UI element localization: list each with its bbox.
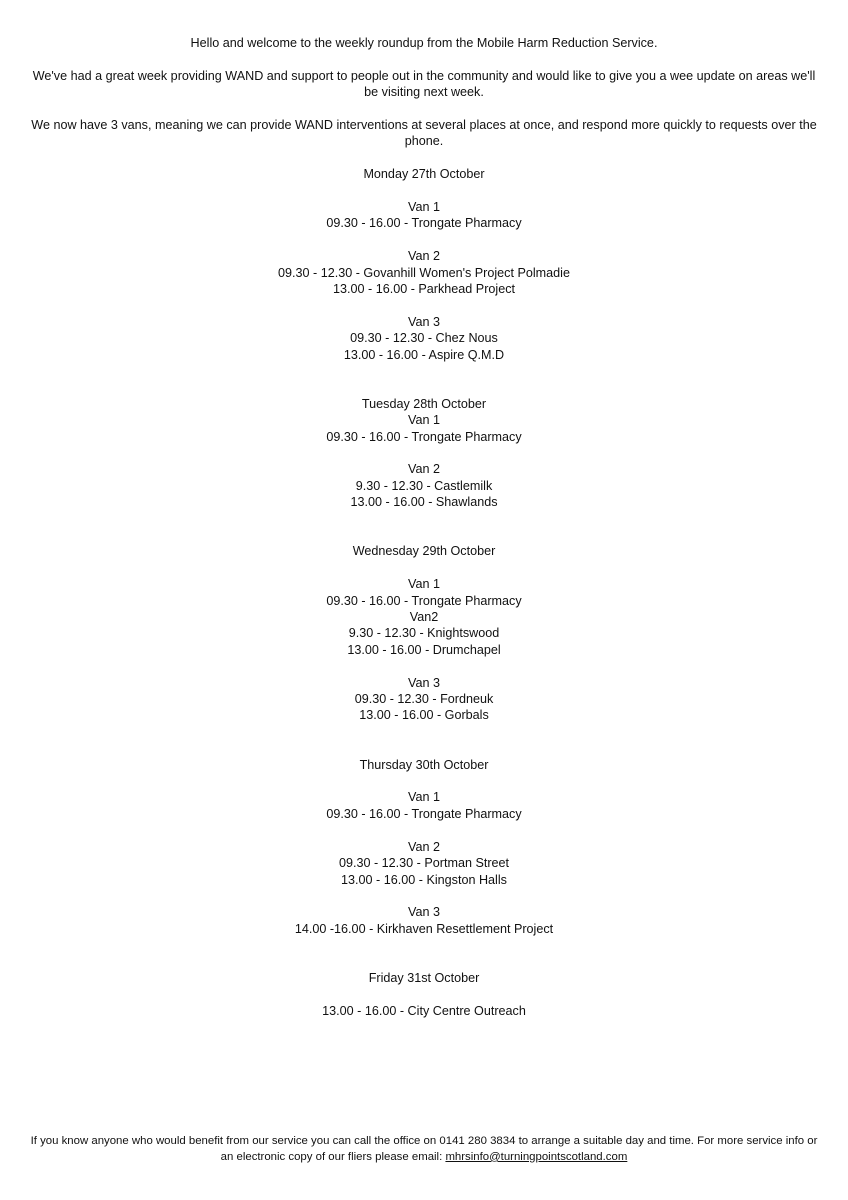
schedule-slot: 13.00 - 16.00 - Gorbals (359, 708, 489, 723)
schedule-slot: 09.30 - 16.00 - Trongate Pharmacy (326, 806, 522, 821)
van-label: Van 3 (408, 905, 440, 920)
schedule-slot: 13.00 - 16.00 - City Centre Outreach (322, 1003, 526, 1018)
van-label: Van 1 (408, 577, 440, 592)
schedule-slot: 09.30 - 12.30 - Chez Nous (350, 331, 498, 346)
van-label: Van 2 (408, 839, 440, 854)
day-thursday (0, 757, 848, 937)
intro-update: We've had a great week providing WAND and support to people out in the community and would like to give you a wee update on areas we'll be visiting next week. (32, 68, 816, 100)
schedule-slot: 9.30 - 12.30 - Castlemilk (355, 478, 493, 493)
schedule-slot: 14.00 -16.00 - Kirkhaven Resettlement Project (294, 921, 554, 936)
schedule-slot: 13.00 - 16.00 - Parkhead Project (332, 282, 516, 297)
day-heading-thursday: Thursday 30th October (359, 757, 489, 772)
van-label: Van2 (409, 610, 439, 625)
schedule-slot: 13.00 - 16.00 - Shawlands (350, 495, 498, 510)
schedule-slot: 09.30 - 12.30 - Portman Street (338, 856, 510, 871)
schedule-slot: 09.30 - 16.00 - Trongate Pharmacy (326, 593, 522, 608)
van-label: Van 3 (408, 675, 440, 690)
schedule-slot: 09.30 - 12.30 - Fordneuk (354, 692, 494, 707)
document-body (0, 35, 848, 1019)
schedule-slot: 09.30 - 16.00 - Trongate Pharmacy (326, 429, 522, 444)
intro-section (0, 35, 848, 150)
footer-contact (28, 1134, 820, 1166)
footer-text: If you know anyone who would benefit from our service you can call the office on 0141 280 3834 to arrange a suitable day and time. For more service info or an electronic copy of our fliers please email: (30, 1135, 818, 1163)
schedule-slot: 13.00 - 16.00 - Kingston Halls (341, 872, 507, 887)
van-label: Van 2 (408, 462, 440, 477)
intro-vans: We now have 3 vans, meaning we can provide WAND interventions at several places at once, and respond more quickly to requests over the phone. (31, 118, 817, 149)
day-monday (0, 166, 848, 363)
day-friday (0, 970, 848, 1019)
day-heading-friday: Friday 31st October (368, 970, 480, 985)
van-label: Van 2 (408, 249, 440, 264)
schedule-slot: 09.30 - 16.00 - Trongate Pharmacy (326, 216, 522, 231)
day-heading-monday: Monday 27th October (363, 167, 485, 182)
schedule-slot: 13.00 - 16.00 - Aspire Q.M.D (343, 347, 505, 362)
schedule-slot: 13.00 - 16.00 - Drumchapel (347, 642, 501, 657)
day-heading-tuesday: Tuesday 28th October (361, 396, 487, 411)
van-label: Van 3 (408, 314, 440, 329)
schedule-slot: 9.30 - 12.30 - Knightswood (348, 626, 500, 641)
footer-email-link[interactable]: mhrsinfo@turningpointscotland.com (445, 1150, 628, 1163)
schedule-slot: 09.30 - 12.30 - Govanhill Women's Project Polmadie (278, 265, 570, 280)
day-heading-wednesday: Wednesday 29th October (352, 544, 496, 559)
van-label: Van 1 (408, 413, 440, 428)
intro-welcome: Hello and welcome to the weekly roundup from the Mobile Harm Reduction Service. (190, 36, 658, 50)
van-label: Van 1 (408, 790, 440, 805)
day-tuesday (0, 396, 848, 511)
van-label: Van 1 (408, 200, 440, 214)
day-wednesday (0, 543, 848, 723)
